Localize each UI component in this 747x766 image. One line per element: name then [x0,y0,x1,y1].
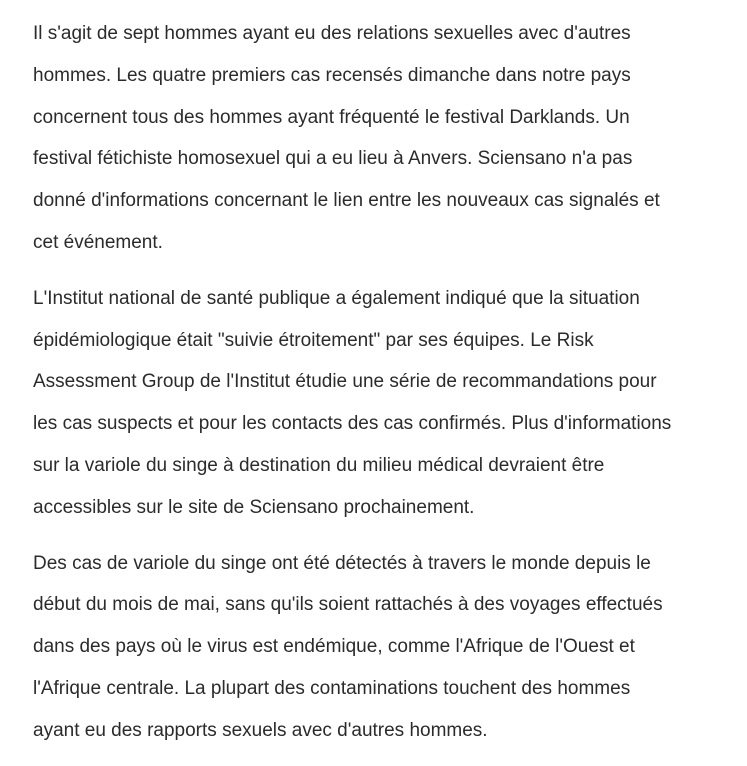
paragraph-line: ayant eu des rapports sexuels avec d'autres hommes. [33,719,488,741]
paragraph-line: Des cas de variole du singe ont été détectés à travers le monde depuis le [33,552,651,574]
paragraph-line: concernent tous des hommes ayant fréquenté le festival Darklands. Un [33,106,630,128]
paragraph-line: Assessment Group de l'Institut étudie une série de recommandations pour [33,371,657,393]
paragraph-3 [33,543,739,752]
paragraph-line: dans des pays où le virus est endémique, comme l'Afrique de l'Ouest et [33,636,635,658]
paragraph-line: festival fétichiste homosexuel qui a eu lieu à Anvers. Sciensano n'a pas [33,148,633,170]
paragraph-line: l'Afrique centrale. La plupart des contaminations touchent des hommes [33,677,631,699]
paragraph-line: accessibles sur le site de Sciensano prochainement. [33,496,475,518]
paragraph-line: hommes. Les quatre premiers cas recensés dimanche dans notre pays [33,64,631,86]
paragraph-line: sur la variole du singe à destination du milieu médical devraient être [33,454,605,476]
paragraph-2 [33,278,739,529]
paragraph-line: Il s'agit de sept hommes ayant eu des relations sexuelles avec d'autres [33,23,631,44]
paragraph-line: épidémiologique était "suivie étroitement" par ses équipes. Le Risk [33,329,594,351]
paragraph-line: les cas suspects et pour les contacts des cas confirmés. Plus d'informations [33,413,672,435]
paragraph-line: donné d'informations concernant le lien entre les nouveaux cas signalés et [33,190,660,212]
paragraph-line: cet événement. [33,231,163,253]
paragraph-line: début du mois de mai, sans qu'ils soient rattachés à des voyages effectués [33,594,663,616]
article-body [33,13,739,766]
paragraph-1 [33,13,739,264]
paragraph-line: L'Institut national de santé publique a également indiqué que la situation [33,287,640,309]
